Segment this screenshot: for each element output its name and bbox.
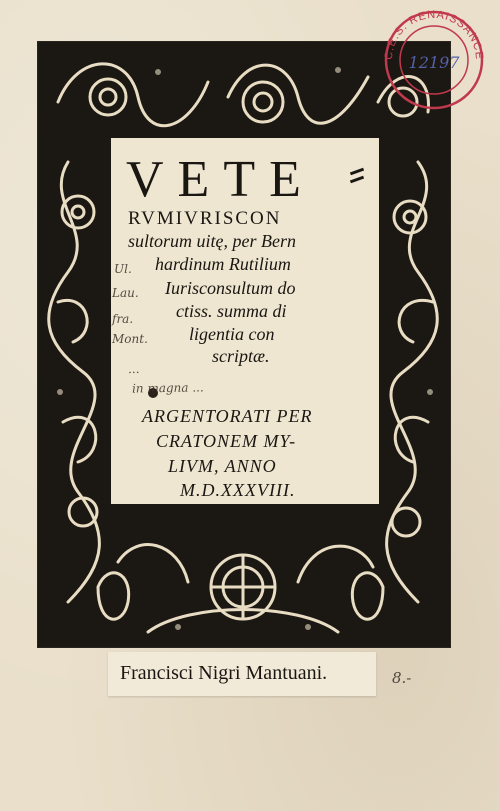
handwritten-note-5: ... [127, 361, 140, 377]
imprint-line-4: M.D.XXXVIII. [180, 480, 296, 500]
title-line-2: sultorum uitę, per Bern [128, 231, 296, 251]
handwritten-label-mark: 8.- [392, 669, 412, 687]
handwritten-note-1: Ul. [114, 262, 132, 276]
owner-label [108, 652, 376, 696]
title-line-7: scriptæ. [212, 346, 270, 366]
handwritten-note-4: Mont. [112, 332, 148, 346]
title-line-1: RVMIVRISCON [128, 208, 282, 229]
owner-label-text: Francisci Nigri Mantuani. [120, 662, 328, 684]
handwritten-note-3: fra. [112, 312, 134, 326]
title-line-4: Iurisconsultum do [165, 278, 296, 298]
library-stamp [382, 8, 486, 112]
imprint-line-3: LIVM, ANNO [168, 456, 277, 476]
handwritten-note-6: in magna ... [131, 380, 204, 396]
stamp-number: 12197 [408, 53, 460, 72]
stamp-text: C.E.S. RENAISSANCE [382, 8, 486, 61]
title-line-5: ctiss. summa di [176, 301, 287, 321]
imprint-line-2: CRATONEM MY- [156, 431, 297, 451]
title-line-6: ligentia con [189, 324, 275, 344]
title-large: VETE [126, 151, 315, 208]
imprint-line-1: ARGENTORATI PER [142, 406, 313, 426]
title-line-3: hardinum Rutilium [155, 254, 291, 274]
handwritten-note-2: Lau. [112, 286, 139, 300]
